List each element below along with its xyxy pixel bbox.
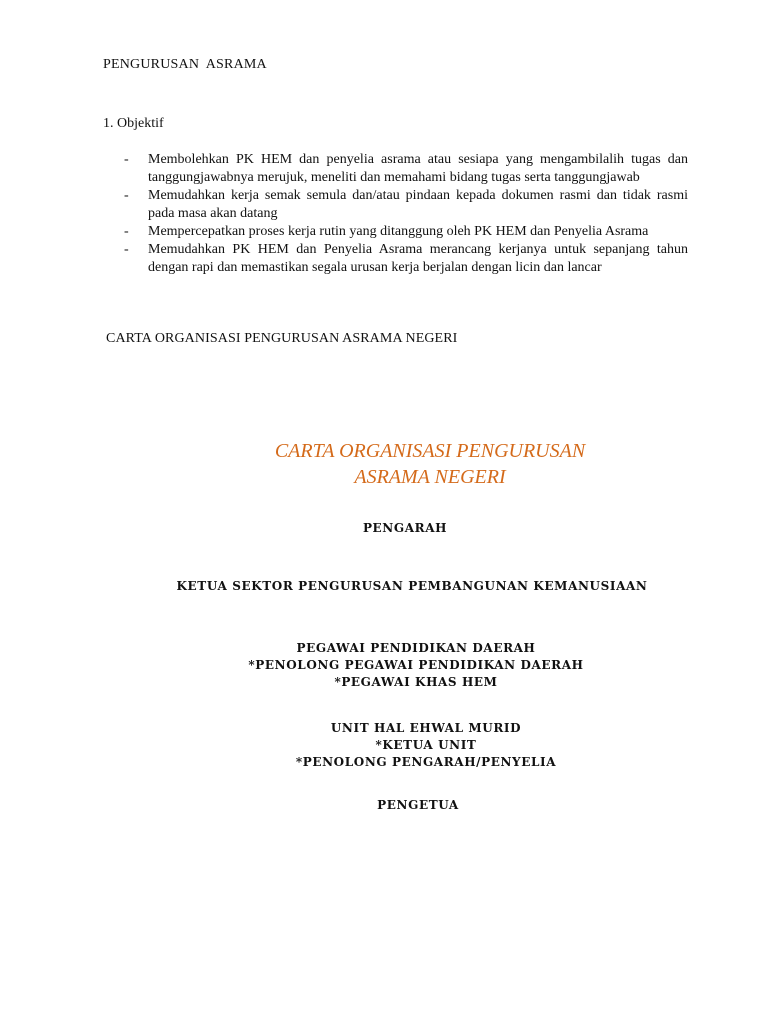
bullet-dash: -	[124, 188, 129, 203]
org-level-sublabel: *PENOLONG PEGAWAI PENDIDIKAN DAERAH	[248, 658, 584, 672]
org-level-pengarah	[0, 520, 768, 537]
objective-item	[120, 241, 688, 277]
org-level-label: PEGAWAI PENDIDIKAN DAERAH	[296, 641, 536, 655]
org-level-label: PENGETUA	[377, 798, 459, 812]
objective-text: Memudahkan kerja semak semula dan/atau pindaan kepada dokumen rasmi dan tidak rasmi pada masa akan datang	[148, 188, 688, 221]
org-chart-title-line2: ASRAMA NEGERI	[354, 466, 506, 488]
objective-item	[120, 223, 688, 241]
org-level-sublabel: *KETUA UNIT	[375, 738, 477, 752]
org-chart-title-line1: CARTA ORGANISASI PENGURUSAN	[274, 440, 586, 462]
org-level-pengetua	[0, 797, 768, 814]
bullet-dash: -	[124, 152, 129, 167]
bullet-dash: -	[124, 242, 129, 257]
section-heading-objektif: 1. Objektif	[103, 116, 164, 131]
document-title: PENGURUSAN ASRAMA	[103, 57, 267, 72]
objective-text: Membolehkan PK HEM dan penyelia asrama atau sesiapa yang mengambilalih tugas dan tanggungjawabnya merujuk, meneliti dan memahami bidang tugas serta tanggungjawab	[148, 152, 688, 185]
bullet-dash: -	[124, 224, 129, 239]
objective-item	[120, 187, 688, 223]
objective-list	[120, 151, 688, 277]
org-level-ppd	[0, 640, 768, 691]
org-chart-heading: CARTA ORGANISASI PENGURUSAN ASRAMA NEGERI	[106, 331, 458, 346]
objective-text: Mempercepatkan proses kerja rutin yang ditanggung oleh PK HEM dan Penyelia Asrama	[148, 224, 649, 239]
org-level-sublabel: *PENOLONG PENGARAH/PENYELIA	[295, 755, 557, 769]
org-level-ketua-sektor	[0, 578, 768, 595]
org-chart-title	[0, 438, 768, 490]
org-level-label: UNIT HAL EHWAL MURID	[330, 721, 522, 735]
objective-text: Memudahkan PK HEM dan Penyelia Asrama merancang kerjanya untuk sepanjang tahun dengan rapi dan memastikan segala urusan kerja berjalan dengan licin dan lancar	[148, 242, 688, 275]
org-level-label: PENGARAH	[362, 521, 448, 535]
objective-item	[120, 151, 688, 187]
org-level-sublabel: *PEGAWAI KHAS HEM	[334, 675, 498, 689]
org-level-unit-hem	[0, 720, 768, 771]
org-level-label: KETUA SEKTOR PENGURUSAN PEMBANGUNAN KEMANUSIAAN	[176, 579, 648, 593]
